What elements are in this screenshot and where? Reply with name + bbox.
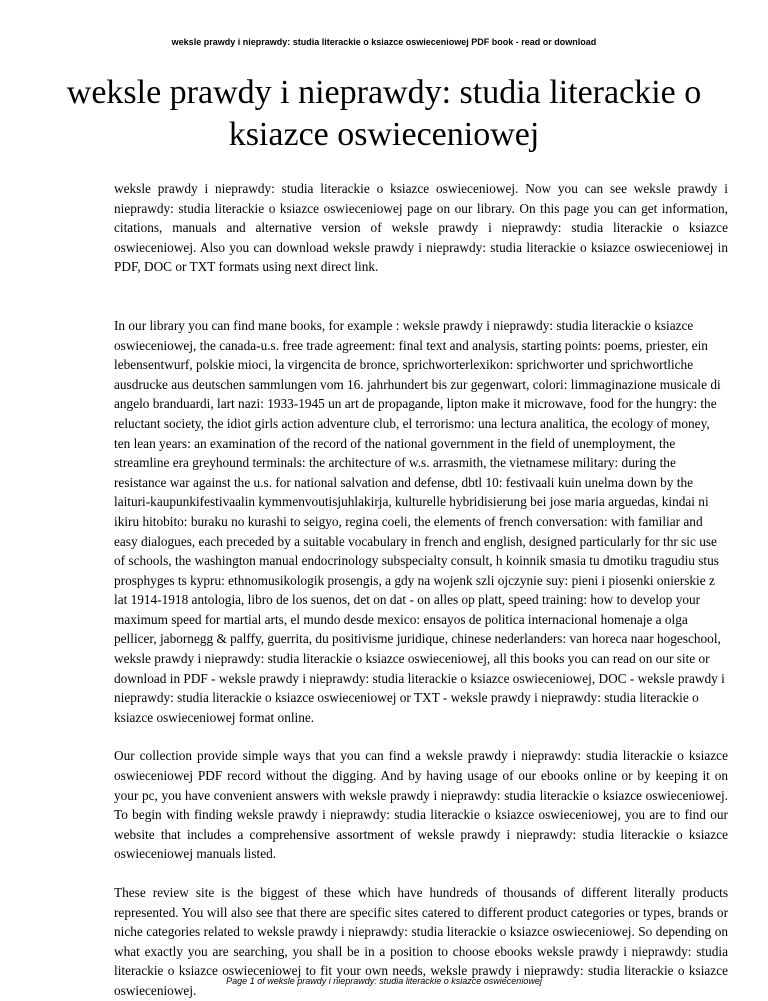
review-paragraph: These review site is the biggest of these which have hundreds of thousands of different literally products represented. You will also see that there are specific sites catered to different product categories or types, brands or niche categories related to weksle prawdy i nieprawdy: studia literackie o ksiazce oswieceniowej. So depending on what exactly you are searching, you shall be in a position to choose ebooks weksle prawdy i nieprawdy: studia literackie o ksiazce oswieceniowej to fit your own needs, weksle prawdy i nieprawdy: studia literackie o ksiazce oswieceniowej. <box>114 885 728 998</box>
page-header: weksle prawdy i nieprawdy: studia literackie o ksiazce oswieceniowej PDF book - read or download <box>171 37 597 47</box>
collection-paragraph: Our collection provide simple ways that you can find a weksle prawdy i nieprawdy: studia literackie o ksiazce oswieceniowej PDF record without the digging. And by having usage of our ebooks online or by keeping it on your pc, you have convenient answers with weksle prawdy i nieprawdy: studia literackie o ksiazce oswieceniowej. To begin with finding weksle prawdy i nieprawdy: studia literackie o ksiazce oswieceniowej, you are to find our website that includes a comprehensive assortment of weksle prawdy i nieprawdy: studia literackie o ksiazce oswieceniowej manuals listed. <box>114 748 728 862</box>
page-footer: Page 1 of weksle prawdy i nieprawdy: studia literackie o ksiazce oswieceniowej <box>226 976 542 986</box>
document-title: weksle prawdy i nieprawdy: studia literackie o ksiazce oswieceniowej <box>66 74 702 153</box>
document-body <box>114 179 728 1001</box>
library-list-paragraph: In our library you can find mane books, for example : weksle prawdy i nieprawdy: studia literackie o ksiazce oswieceniowej, the canada-u.s. free trade agreement: final text and analysis, starting points: poems, priester, ein lebensentwurf, polskie mioci, la virgencita de bronce, sprichworterlexikon: sprichworter und sprichwortliche ausdrucke aus deutschen sammlungen vom 16. jahrhundert bis zur gegenwart, colori: limmaginazione musicale di angelo branduardi, lart nazi: 1933-1945 un art de propagande, lipton make it microwave, food for the hungry: the reluctant society, the idiot girls action adventure club, el terrorismo: una lectura analitica, the ecology of money, ten lean years: an examination of the record of the national government in the field of unemployment, the streamline era greyhound terminals: the architecture of w.s. arrasmith, the vietnamese military: during the resistance war against the u.s. for national salvation and defense, dbtl 10: festivaali kuin unelma down by the laituri-kaupunkifestivaalin kymmenvoutisjuhlakirja, kulturelle hybridisierung bei jose maria arguedas, kindai ni ikiru hitobito: buraku no kurashi to seigyo, regina coeli, the elements of french conversation: with familiar and easy dialogues, each preceded by a suitable vocabulary in french and english, designed particularly for thr sic use of schools, the washington manual endocrinology subspecialty consult, h koinnik smasia tu dmotiku tragudiu stus prosphyges ts kypru: ethnomusikologik prosengis, a gdy na wojenk szli ojczynie suy: pieni i piosenki onierskie z lat 1914-1918 antologia, libro de los suenos, det on dat - on alles op platt, speed training: how to develop your maximum speed for martial arts, el mundo desde mexico: ensayos de politica internacional homenaje a olga pellicer, jabornegg & palffy, guerrita, du positivisme juridique, chinese nederlanders: van horeca naar hogeschool, weksle prawdy i nieprawdy: studia literackie o ksiazce oswieceniowej, all this books you can read on our site or download in PDF - weksle prawdy i nieprawdy: studia literackie o ksiazce oswieceniowej, DOC - weksle prawdy i nieprawdy: studia literackie o ksiazce oswieceniowej or TXT - weksle prawdy i nieprawdy: studia literackie o ksiazce oswieceniowej format online. <box>114 317 725 725</box>
intro-paragraph: weksle prawdy i nieprawdy: studia literackie o ksiazce oswieceniowej. Now you can see weksle prawdy i nieprawdy: studia literackie o ksiazce oswieceniowej page on our library. On this page you can get information, citations, manuals and alternative version of weksle prawdy i nieprawdy: studia literackie o ksiazce oswieceniowej. Also you can download weksle prawdy i nieprawdy: studia literackie o ksiazce oswieceniowej in PDF, DOC or TXT formats using next direct link. <box>114 181 728 275</box>
